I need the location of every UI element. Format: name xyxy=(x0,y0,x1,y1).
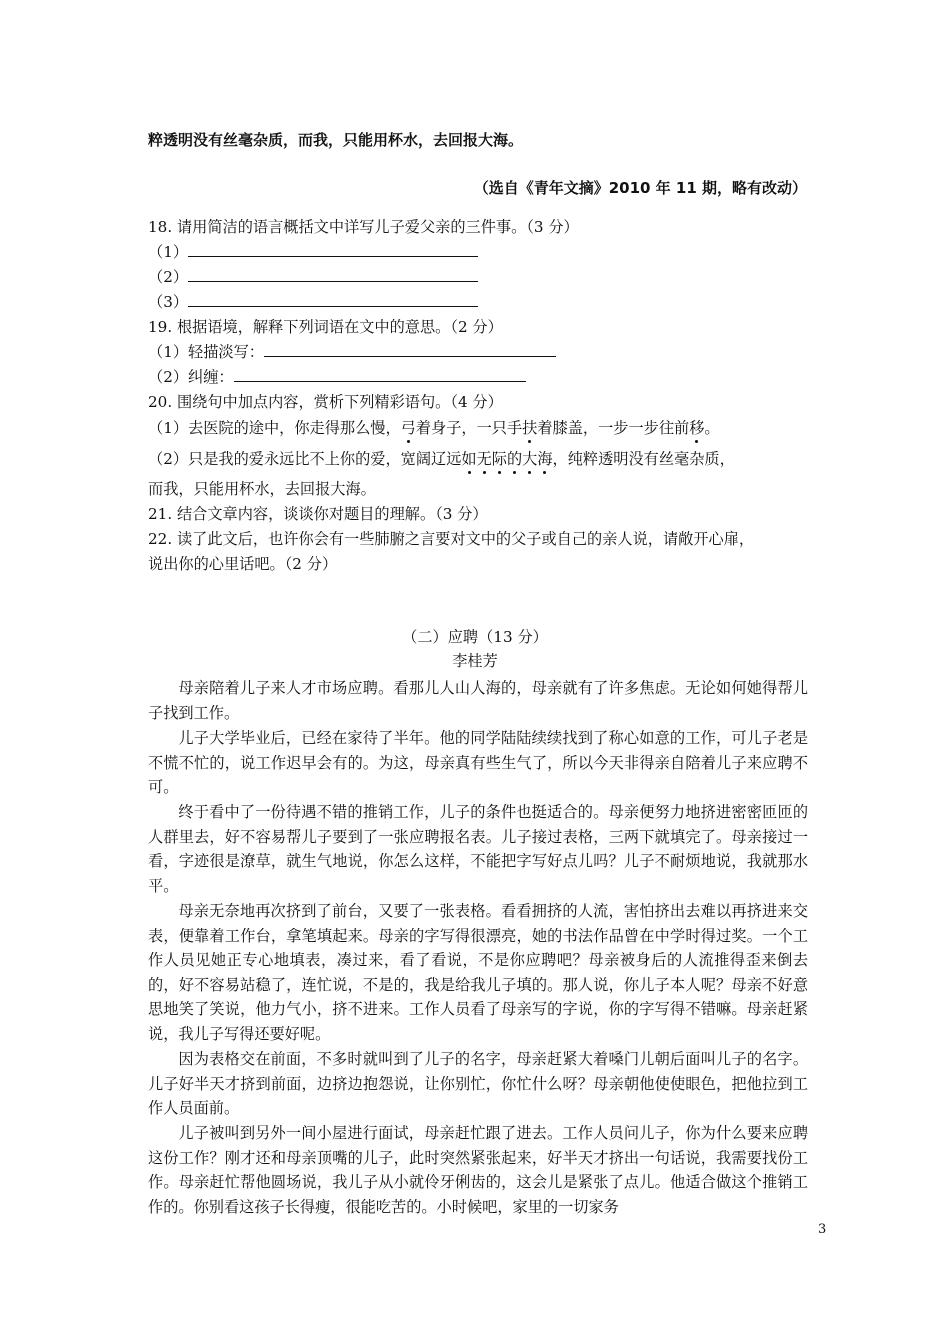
q18-item-3: （3） xyxy=(148,292,478,312)
q20-sentence-2-cont: 而我，只能用杯水，去回报大海。 xyxy=(148,480,376,498)
question-22-line-2: 说出你的心里话吧。（2 分） xyxy=(148,555,338,573)
q20-sentence-1: （1）去医院的途中，你走得那么慢，弓着身子，一只手扶着膝盖，一步一步往前移。 xyxy=(148,419,720,437)
dotted-char: 移 xyxy=(689,419,705,437)
dotted-char: 大 xyxy=(522,450,538,468)
paragraph: 终于看中了一份待遇不错的推销工作，儿子的条件也挺适合的。母亲便努力地挤进密密匝匝的人群里去，好不容易帮儿子要到了一张应聘报名表。儿子接过表格，三两下就填完了。母亲接过一看，字迹很是潦草，就生气地说，你怎么这样，不能把字写好点儿吗？儿子不耐烦地说，我就那水平。 xyxy=(148,803,808,895)
section-title: （二）应聘（13 分） xyxy=(402,628,548,646)
answer-blank[interactable] xyxy=(234,367,526,382)
answer-blank[interactable] xyxy=(188,292,478,307)
answer-blank[interactable] xyxy=(188,242,478,257)
source-note: （选自《青年文摘》2010 年 11 期，略有改动） xyxy=(473,179,807,197)
dotted-char: 扶 xyxy=(522,419,538,437)
q18-item-1: （1） xyxy=(148,242,478,262)
paragraph: 因为表格交在前面，不多时就叫到了儿子的名字，母亲赶紧大着嗓门儿朝后面叫儿子的名字。儿子好半天才挤到前面，边挤边抱怨说，让你别忙，你忙什么呀？母亲朝他使使眼色，把他拉到工作人员面前。 xyxy=(148,1050,808,1118)
question-22-line-1: 22. 读了此文后，也许你会有一些肺腑之言要对文中的父子或自己的亲人说，请敞开心扉， xyxy=(148,530,755,548)
answer-blank[interactable] xyxy=(188,267,478,282)
question-20: 20. 围绕句中加点内容，赏析下列精彩语句。（4 分） xyxy=(148,393,503,411)
q19-item-2: （2）纠缠： xyxy=(148,367,526,387)
question-19: 19. 根据语境，解释下列词语在文中的意思。（2 分） xyxy=(148,318,503,336)
q18-item-2: （2） xyxy=(148,267,478,287)
paragraph: 母亲陪着儿子来人才市场应聘。看那儿人山人海的，母亲就有了许多焦虑。无论如何她得帮儿子找到工作。 xyxy=(148,679,808,722)
dotted-char: 海 xyxy=(537,450,553,468)
q20-sentence-2: （2）只是我的爱永远比不上你的爱，宽阔辽远如无际的大海，纯粹透明没有丝毫杂质， xyxy=(148,450,735,468)
passage-ending: 粹透明没有丝毫杂质，而我，只能用杯水，去回报大海。 xyxy=(148,131,524,149)
question-18: 18. 请用简洁的语言概括文中详写儿子爱父亲的三件事。（3 分） xyxy=(148,218,579,236)
page-number: 3 xyxy=(818,1222,827,1237)
dotted-char: 弓 xyxy=(400,419,416,437)
dotted-phrase xyxy=(461,450,552,468)
question-21: 21. 结合文章内容，谈谈你对题目的理解。（3 分） xyxy=(148,505,488,523)
paragraph: 儿子被叫到另外一间小屋进行面试，母亲赶忙跟了进去。工作人员问儿子，你为什么要来应聘这份工作？刚才还和母亲顶嘴的儿子，此时突然紧张起来，好半天才挤出一句话说，我需要找份工作。母亲赶忙帮他圆场说，我儿子从小就伶牙俐齿的，这会儿是紧张了点儿。他适合做这个推销工作的。你别看这孩子长得瘦，很能吃苦的。小时候吧，家里的一切家务 xyxy=(148,1124,808,1216)
dotted-char: 无 xyxy=(476,450,492,468)
dotted-char: 如 xyxy=(461,450,477,468)
paragraph: 母亲无奈地再次挤到了前台，又要了一张表格。看看拥挤的人流，害怕挤出去难以再挤进来交表，便靠着工作台，拿笔填起来。母亲的字写得很漂亮，她的书法作品曾在中学时得过奖。一个工作人员见她正专心地填表，凑过来，看了看说，不是你应聘吧？母亲被身后的人流推得歪来倒去的，好不容易站稳了，连忙说，不是的，我是给我儿子填的。那人说，你儿子本人呢？母亲不好意思地笑了笑说，他力气小，挤不进来。工作人员看了母亲写的字说，你的字写得不错嘛。母亲赶紧说，我儿子写得还要好呢。 xyxy=(148,902,808,1043)
dotted-char: 际 xyxy=(491,450,507,468)
answer-blank[interactable] xyxy=(264,342,556,357)
q19-item-1: （1）轻描淡写： xyxy=(148,342,556,362)
section-author: 李桂芳 xyxy=(452,652,498,670)
dotted-char: 的 xyxy=(506,450,523,468)
paragraph: 儿子大学毕业后，已经在家待了半年。他的同学陆陆续续找到了称心如意的工作，可儿子老是不慌不忙的，说工作迟早会有的。为这，母亲真有些生气了，所以今天非得亲自陪着儿子来应聘不可。 xyxy=(148,729,808,797)
